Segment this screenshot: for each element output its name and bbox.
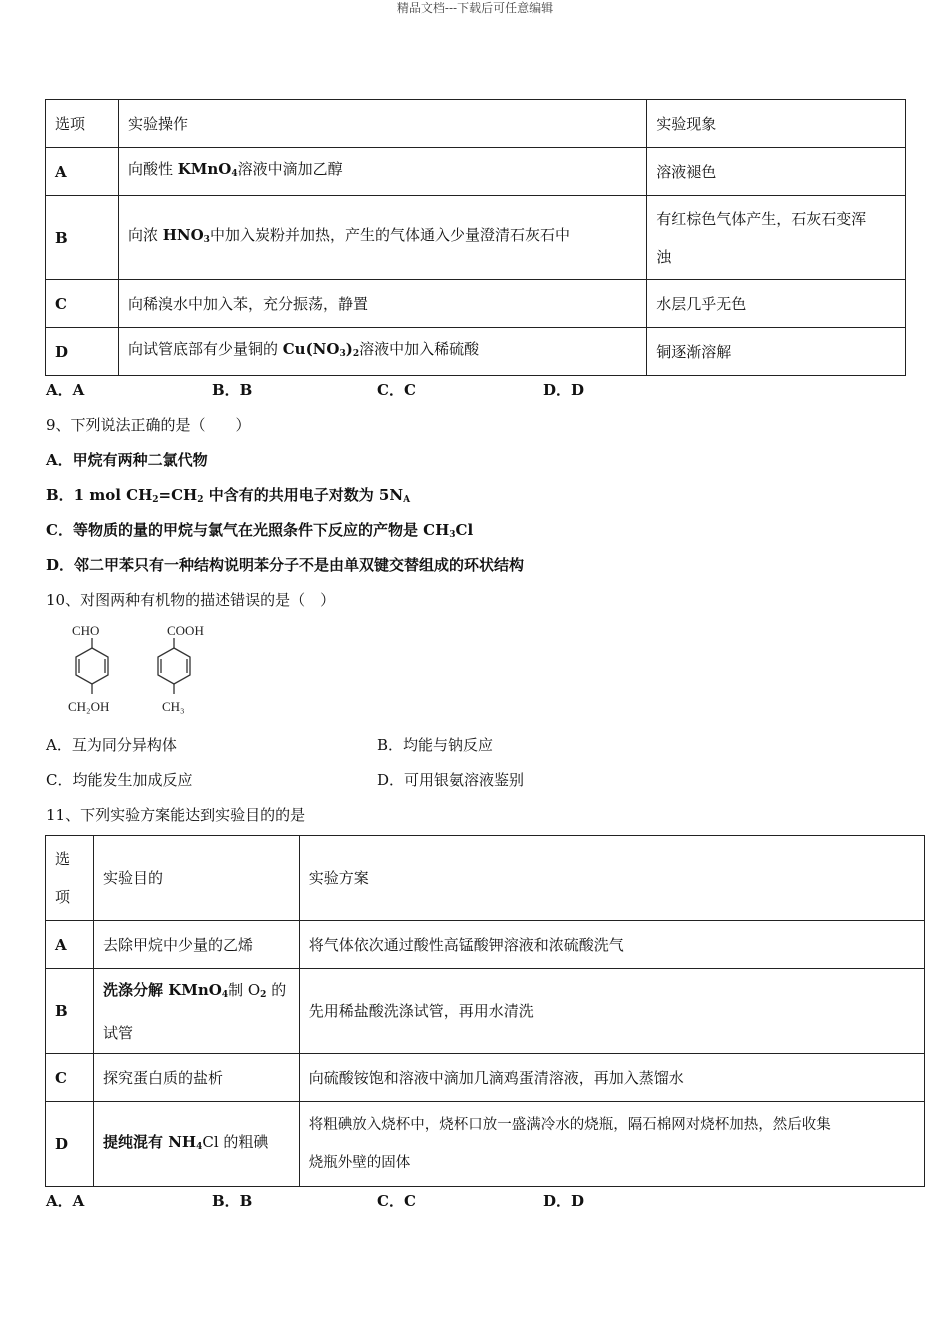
molecule-2 — [158, 638, 190, 694]
row-key: C — [46, 1054, 94, 1102]
q9-option-a[interactable]: A．甲烷有两种二氯代物 — [46, 451, 208, 469]
row-goal: 洗涤分解 KMnO$_4$制 $O_2$ 的 试管 — [93, 969, 299, 1054]
header-operation: 实验操作 — [118, 100, 646, 148]
q9-option-b[interactable]: B．1 mol $CH_2=CH_2$ 中含有的共用电子对数为 $5N_A$ — [46, 486, 411, 505]
row-observation: 水层几乎无色 — [647, 280, 906, 328]
row-observation: 有红棕色气体产生，石灰石变浑 浊 — [647, 196, 906, 280]
molecule-1 — [76, 638, 108, 694]
q9-stem: 9、下列说法正确的是（ ） — [46, 416, 251, 434]
table-row — [46, 1054, 925, 1102]
q10-option-d[interactable]: D．可用银氨溶液鉴别 — [377, 771, 525, 789]
option-b[interactable]: B．B — [212, 1192, 253, 1210]
row-plan: 将粗碘放入烧杯中，烧杯口放一盛满冷水的烧瓶，隔石棉网对烧杯加热，然后收集 烧瓶外壁的固体 — [299, 1102, 924, 1187]
header-option: 选项 — [46, 100, 119, 148]
header-option: 选 项 — [46, 836, 94, 921]
row-plan: 向硫酸铵饱和溶液中滴加几滴鸡蛋清溶液，再加入蒸馏水 — [299, 1054, 924, 1102]
option-a[interactable]: A．A — [46, 381, 85, 399]
table-row — [46, 921, 925, 969]
q10-options-row-1 — [46, 734, 746, 756]
row-operation: 向浓 $HNO_3$中加入炭粉并加热，产生的气体通入少量澄清石灰石中 — [118, 196, 646, 280]
table-row — [46, 969, 925, 1054]
q9-option-c[interactable]: C．等物质的量的甲烷与氯气在光照条件下反应的产物是 $CH_3Cl$ — [46, 521, 474, 540]
row-plan: 将气体依次通过酸性高锰酸钾溶液和浓硫酸洗气 — [299, 921, 924, 969]
table-header-row — [46, 836, 925, 921]
header-plan: 实验方案 — [299, 836, 924, 921]
q10-stem: 10、对图两种有机物的描述错误的是（ ） — [46, 591, 336, 609]
option-c[interactable]: C．C — [377, 1192, 416, 1210]
table-header-row — [46, 100, 906, 148]
option-a[interactable]: A．A — [46, 1192, 85, 1210]
row-goal: 探究蛋白质的盐析 — [93, 1054, 299, 1102]
option-d[interactable]: D．D — [543, 381, 585, 399]
table-row — [46, 1102, 925, 1187]
page-header: 精品文档---下载后可任意编辑 — [396, 1, 554, 15]
row-plan: 先用稀盐酸洗涤试管，再用水清洗 — [299, 969, 924, 1054]
option-d[interactable]: D．D — [543, 1192, 585, 1210]
experiment-table-q8 — [45, 99, 906, 376]
row-key: B — [46, 969, 94, 1054]
row-goal: 去除甲烷中少量的乙烯 — [93, 921, 299, 969]
table-row — [46, 328, 906, 376]
q11-stem: 11、下列实验方案能达到实验目的的是 — [46, 806, 306, 824]
molecule-2-top-group: COOH — [167, 623, 204, 638]
row-observation: 溶液褪色 — [647, 148, 906, 196]
table-row — [46, 196, 906, 280]
q10-option-a[interactable]: A．互为同分异构体 — [46, 736, 177, 754]
experiment-table-q11 — [45, 835, 925, 1187]
molecule-2-bottom-group: CH₃ — [162, 699, 185, 714]
q10-options-row-2 — [46, 769, 746, 791]
row-key: D — [46, 1102, 94, 1187]
row-operation: 向稀溴水中加入苯，充分振荡，静置 — [118, 280, 646, 328]
q9-option-d[interactable]: D．邻二甲苯只有一种结构说明苯分子不是由单双键交替组成的环状结构 — [46, 556, 525, 574]
row-key: D — [46, 328, 119, 376]
q10-option-b[interactable]: B．均能与钠反应 — [377, 736, 494, 754]
table-row — [46, 148, 906, 196]
row-operation: 向试管底部有少量铜的 $Cu(NO_3)_2$溶液中加入稀硫酸 — [118, 328, 646, 376]
molecule-1-bottom-group: CH₂OH — [68, 699, 110, 714]
table-row — [46, 280, 906, 328]
row-key: C — [46, 280, 119, 328]
row-key: B — [46, 196, 119, 280]
option-b[interactable]: B．B — [212, 381, 253, 399]
molecule-structures — [52, 622, 222, 718]
option-c[interactable]: C．C — [377, 381, 416, 399]
q10-option-c[interactable]: C．均能发生加成反应 — [46, 771, 193, 789]
row-observation: 铜逐渐溶解 — [647, 328, 906, 376]
header-goal: 实验目的 — [93, 836, 299, 921]
row-goal: 提纯混有 $NH_4Cl$ 的粗碘 — [93, 1102, 299, 1187]
row-key: A — [46, 921, 94, 969]
row-operation: 向酸性 KMnO$_4$溶液中滴加乙醇 — [118, 148, 646, 196]
header-observation: 实验现象 — [647, 100, 906, 148]
row-key: A — [46, 148, 119, 196]
molecule-1-top-group: CHO — [72, 623, 100, 638]
